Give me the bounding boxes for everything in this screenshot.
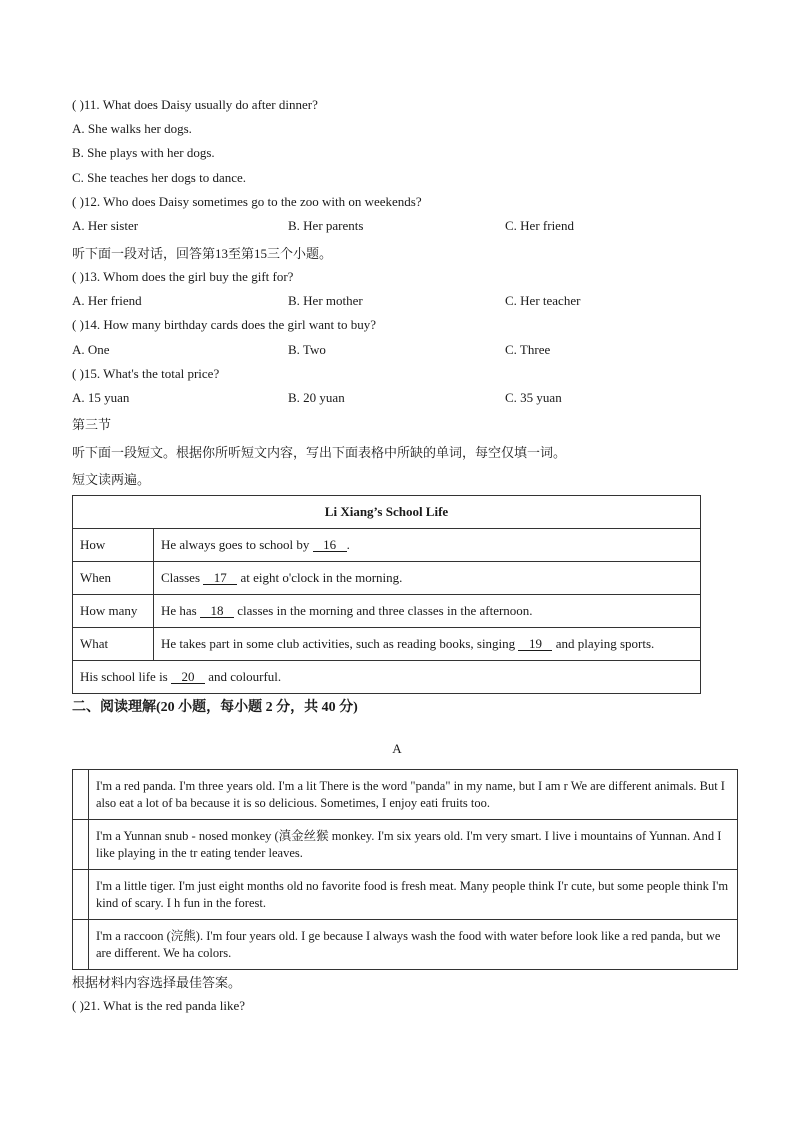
table-row: [73, 661, 701, 694]
question-13-option-c: C. Her teacher: [505, 293, 581, 308]
question-11-option-b: B. She plays with her dogs.: [72, 145, 215, 160]
blank-16[interactable]: 16: [313, 538, 347, 552]
question-12-option-c: C. Her friend: [505, 218, 574, 233]
blank-19[interactable]: 19: [518, 637, 552, 651]
blank-20[interactable]: 20: [171, 670, 205, 684]
table-row: [73, 920, 738, 970]
question-14-options: [72, 342, 722, 358]
school-life-table: [72, 495, 701, 694]
question-11-option-a: A. She walks her dogs.: [72, 121, 192, 136]
question-12-options: [72, 218, 722, 234]
animal-monkey-text: I'm a Yunnan snub - nosed monkey (滇金丝猴 monkey. I'm six years old. I'm very smart. I live i mountains of Yunnan. And I like playing in the tr eating tender leaves.: [89, 820, 738, 870]
table-row: [73, 529, 701, 562]
question-14-stem: ( )14. How many birthday cards does the girl want to buy?: [72, 317, 376, 332]
table-row: [73, 595, 701, 628]
reading-section-heading: 二、阅读理解(20 小题，每小题 2 分，共 40 分): [72, 700, 358, 715]
question-12-option-b: B. Her parents: [288, 218, 364, 233]
question-13-option-a: A. Her friend: [72, 293, 142, 308]
row-key: What: [73, 628, 154, 661]
row-key: How: [73, 529, 154, 562]
question-12-option-a: A. Her sister: [72, 218, 139, 233]
animal-passage-table: [72, 769, 738, 970]
question-15-stem: ( )15. What's the total price?: [72, 366, 220, 381]
table-footer: His school life is 20 and colourful.: [73, 661, 701, 694]
question-11-stem: ( )11. What does Daisy usually do after dinner?: [72, 97, 318, 112]
reading-instruction: 根据材料内容选择最佳答案。: [72, 975, 242, 990]
row-content: He has 18 classes in the morning and three classes in the afternoon.: [154, 595, 701, 628]
blank-17[interactable]: 17: [203, 571, 237, 585]
question-13-options: [72, 293, 722, 309]
question-13-option-b: B. Her mother: [288, 293, 363, 308]
table-row: [73, 770, 738, 820]
section-3-instruction: 听下面一段短文。根据你所听短文内容，写出下面表格中所缺的单词，每空仅填一词。: [72, 445, 567, 460]
row-key: How many: [73, 595, 154, 628]
animal-raccoon-text: I'm a raccoon (浣熊). I'm four years old. I ge because I always wash the food with water before look like a red panda, but we are different. We ha colors.: [89, 920, 738, 970]
question-14-option-a: A. One: [72, 342, 110, 357]
table-row: [73, 628, 701, 661]
question-11-option-c: C. She teaches her dogs to dance.: [72, 170, 247, 185]
animal-tiger-text: I'm a little tiger. I'm just eight months old no favorite food is fresh meat. Many people think I'r cute, but some people think I'm kind of scary. I h fun in the forest.: [89, 870, 738, 920]
table-title: Li Xiang’s School Life: [73, 496, 701, 529]
row-content: He takes part in some club activities, such as reading books, singing 19 and playing sports.: [154, 628, 701, 661]
section-3-title: 第三节: [72, 417, 112, 432]
passage-label: A: [392, 741, 402, 756]
table-row: [73, 870, 738, 920]
question-21-stem: ( )21. What is the red panda like?: [72, 998, 246, 1013]
table-row: [73, 820, 738, 870]
question-14-option-b: B. Two: [288, 342, 326, 357]
table-row: [73, 562, 701, 595]
section-3-note: 短文读两遍。: [72, 472, 151, 487]
row-content: Classes 17 at eight o'clock in the morning.: [154, 562, 701, 595]
question-15-option-a: A. 15 yuan: [72, 390, 130, 405]
row-content: He always goes to school by 16 .: [154, 529, 701, 562]
question-15-options: [72, 390, 722, 406]
blank-18[interactable]: 18: [200, 604, 234, 618]
question-12-stem: ( )12. Who does Daisy sometimes go to the zoo with on weekends?: [72, 194, 422, 209]
question-15-option-b: B. 20 yuan: [288, 390, 345, 405]
animal-red-panda-text: I'm a red panda. I'm three years old. I'm a lit There is the word "panda" in my name, but I am r We are different animals. But I also eat a lot of ba because it is so delicious. Sometimes, I enjoy eati fruits too.: [89, 770, 738, 820]
question-14-option-c: C. Three: [505, 342, 551, 357]
instruction-13-15: 听下面一段对话，回答第13至第15三个小题。: [72, 246, 333, 261]
question-13-stem: ( )13. Whom does the girl buy the gift for?: [72, 269, 294, 284]
question-15-option-c: C. 35 yuan: [505, 390, 562, 405]
row-key: When: [73, 562, 154, 595]
